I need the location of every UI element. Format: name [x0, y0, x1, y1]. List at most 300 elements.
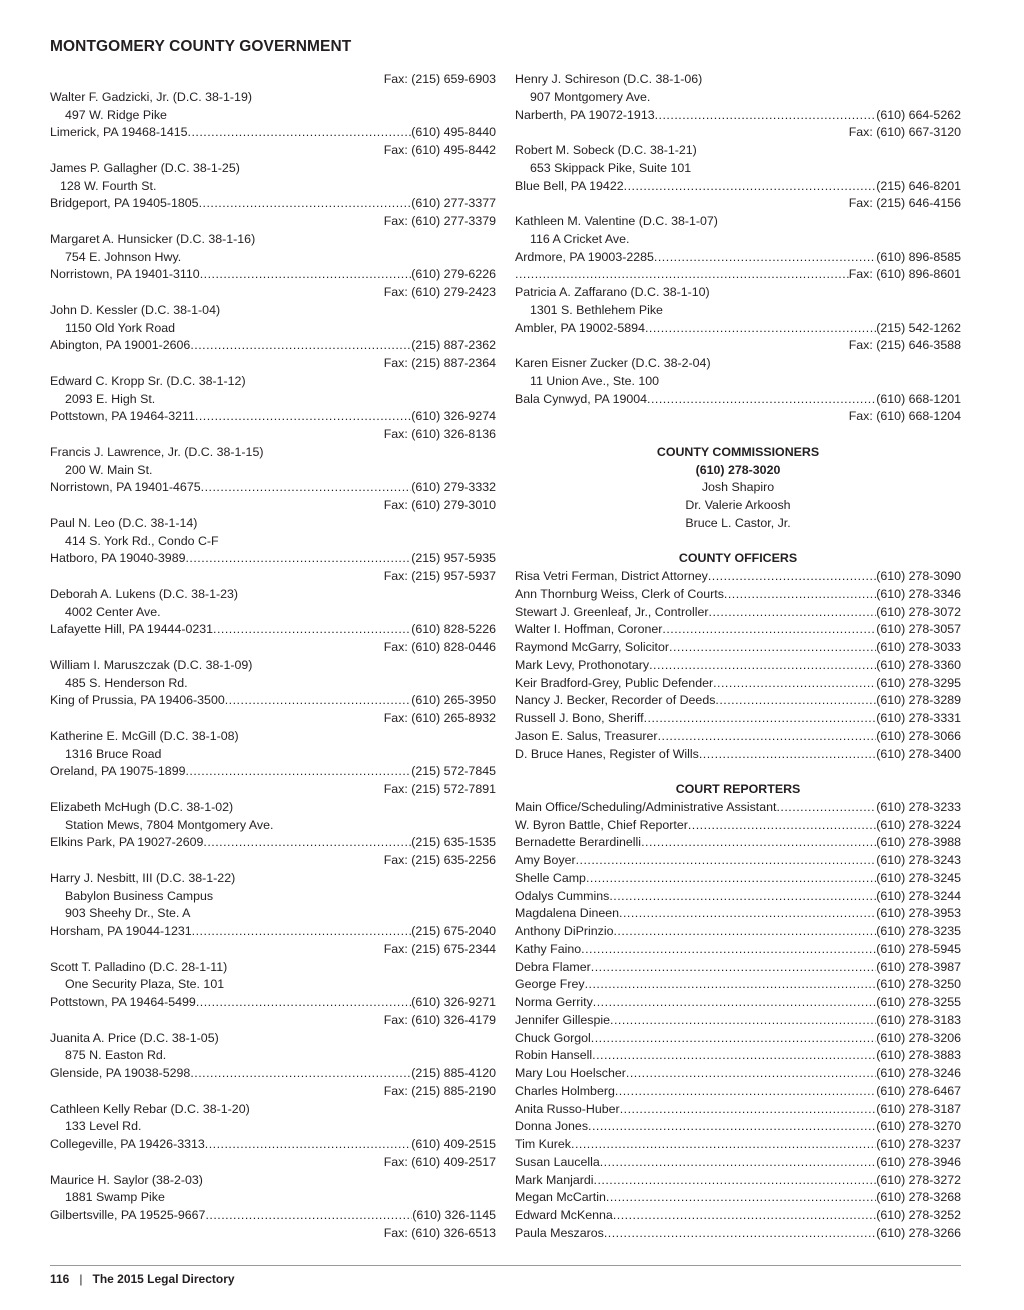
dot-leader: [592, 1047, 876, 1065]
directory-listing-row: [515, 1065, 961, 1083]
directory-listing-row: [515, 107, 961, 125]
listing-label: Kathy Faino: [515, 941, 582, 956]
listing-address: 875 N. Easton Rd.: [65, 1048, 167, 1063]
phone-number: (610) 278-3090: [876, 569, 961, 583]
listing-address: Babylon Business Campus: [65, 888, 214, 903]
phone-number: (610) 278-3252: [876, 1208, 961, 1222]
directory-listing-row: [50, 479, 496, 497]
phone-number: (610) 278-3233: [876, 799, 961, 814]
directory-listing-row: [515, 266, 961, 284]
directory-listing-row: [50, 1207, 496, 1225]
dot-leader: [593, 994, 876, 1012]
listing-label: Susan Laucella: [515, 1154, 600, 1169]
dot-leader: [200, 266, 412, 284]
right-column: [515, 71, 961, 1243]
dot-leader: [185, 763, 411, 781]
dot-leader: [615, 1083, 876, 1101]
fax-number: Fax: (610) 279-3010: [383, 498, 496, 512]
directory-listing-row: [515, 586, 961, 604]
dot-leader: [609, 888, 876, 906]
dot-leader: [644, 710, 877, 728]
left-column: [50, 71, 496, 1243]
listing-label: Abington, PA 19001-2606: [50, 338, 191, 353]
phone-number: (610) 278-6467: [876, 1083, 961, 1098]
phone-number: (610) 278-3187: [876, 1101, 961, 1116]
listing-label: Risa Vetri Ferman, District Attorney: [515, 569, 708, 583]
phone-number: (610) 265-3950: [411, 693, 496, 708]
directory-listing-row: [515, 1225, 961, 1243]
dot-leader: [613, 1207, 876, 1225]
dot-leader: [613, 923, 876, 941]
phone-number: (610) 278-3066: [876, 728, 961, 743]
directory-listing-row: [515, 639, 961, 657]
dot-leader: [203, 834, 411, 852]
dot-leader: [196, 994, 411, 1012]
directory-listing-row: [50, 834, 496, 852]
phone-number: (610) 278-3243: [876, 853, 961, 867]
listing-label: D. Bruce Hanes, Register of Wills: [515, 746, 699, 761]
listing-label: Oreland, PA 19075-1899: [50, 764, 186, 779]
listing-address: One Security Plaza, Ste. 101: [65, 977, 225, 992]
phone-number: (610) 278-3270: [876, 1119, 961, 1134]
phone-number: (610) 828-5226: [411, 622, 496, 637]
listing-address: 414 S. York Rd., Condo C-F: [65, 533, 219, 548]
phone-number: (215) 646-8201: [876, 178, 961, 193]
phone-number: (610) 278-3206: [876, 1030, 961, 1045]
fax-number: Fax: (610) 326-8136: [383, 427, 496, 441]
section-spacer: [515, 426, 961, 444]
listing-label: King of Prussia, PA 19406-3500: [50, 693, 225, 708]
commissioner-name: Josh Shapiro: [701, 480, 775, 495]
listing-label: Stewart J. Greenleaf, Jr., Controller: [515, 604, 709, 619]
listing-name: James P. Gallagher (D.C. 38-1-25): [50, 160, 240, 175]
dot-leader: [581, 941, 876, 959]
footer-divider: [50, 1265, 961, 1266]
phone-number: (610) 278-3250: [876, 977, 961, 992]
dot-leader: [586, 870, 876, 888]
listing-address: 133 Level Rd.: [65, 1119, 142, 1134]
section-heading: COURT REPORTERS: [675, 782, 801, 796]
dot-leader: [699, 746, 876, 764]
phone-number: (610) 278-3360: [876, 657, 961, 672]
listing-label: Chuck Gorgol: [515, 1030, 591, 1045]
directory-listing-row: [50, 1136, 496, 1154]
directory-listing-row: [515, 834, 961, 852]
dot-leader: [594, 1172, 877, 1190]
listing-label: Magdalena Dineen: [515, 906, 620, 921]
directory-listing-row: [515, 728, 961, 746]
phone-number: (215) 572-7845: [411, 764, 496, 779]
dot-leader: [201, 479, 412, 497]
phone-number: (610) 278-3033: [876, 640, 961, 654]
dot-leader: [205, 1136, 412, 1154]
directory-listing-row: [515, 178, 961, 196]
phone-number: (610) 278-3237: [876, 1137, 961, 1151]
section-spacer: [515, 533, 961, 551]
directory-listing-row: [515, 746, 961, 764]
directory-listing-row: [515, 1083, 961, 1101]
dot-leader: [576, 852, 877, 870]
listing-address: 128 W. Fourth St.: [60, 178, 157, 193]
phone-number: (610) 278-3346: [876, 586, 961, 601]
page-number: 116: [50, 1272, 70, 1286]
dot-leader: [654, 249, 876, 267]
section-spacer: [515, 763, 961, 781]
fax-number: Fax: (215) 635-2256: [383, 853, 496, 867]
directory-listing-row: [515, 391, 961, 409]
listing-label: Walter I. Hoffman, Coroner: [515, 622, 663, 637]
phone-number: (610) 326-1145: [412, 1208, 496, 1222]
fax-number: Fax: (215) 572-7891: [383, 782, 496, 796]
listing-address: 1301 S. Bethlehem Pike: [530, 302, 663, 317]
fax-number: Fax: (610) 326-6513: [383, 1225, 496, 1240]
dot-leader: [515, 266, 849, 284]
listing-label: Gilbertsville, PA 19525-9667: [50, 1208, 206, 1222]
listing-label: Jason E. Salus, Treasurer: [515, 728, 658, 743]
directory-listing-row: [515, 1118, 961, 1136]
dot-leader: [185, 550, 411, 568]
listing-label: W. Byron Battle, Chief Reporter: [515, 817, 688, 832]
listing-label: George Frey: [515, 977, 585, 992]
listing-label: Main Office/Scheduling/Administrative Assistant: [515, 799, 777, 814]
directory-listing-row: [515, 1172, 961, 1190]
listing-label: Bernadette Berardinelli: [515, 835, 642, 850]
listing-address: 754 E. Johnson Hwy.: [65, 249, 182, 264]
dot-leader: [713, 675, 876, 693]
listing-name: Maurice H. Saylor (38-2-03): [50, 1172, 203, 1187]
publication-title: The 2015 Legal Directory: [92, 1272, 235, 1286]
directory-listing-row: [515, 905, 961, 923]
page-footer: [50, 1272, 235, 1286]
phone-number: (610) 278-3183: [876, 1012, 961, 1027]
phone-number: (215) 957-5935: [411, 551, 496, 566]
dot-leader: [205, 1207, 412, 1225]
listing-label: Hatboro, PA 19040-3989: [50, 551, 186, 566]
phone-number: (610) 278-3245: [876, 870, 961, 885]
dot-leader: [688, 817, 876, 835]
phone-number: (610) 278-3987: [876, 959, 961, 974]
directory-listing-row: [515, 1189, 961, 1207]
directory-listing-row: [50, 408, 496, 426]
phone-number: (215) 542-1262: [876, 320, 961, 335]
listing-label: Collegeville, PA 19426-3313: [50, 1137, 205, 1151]
listing-label: Norristown, PA 19401-4675: [50, 480, 201, 495]
dot-leader: [588, 1118, 876, 1136]
dot-leader: [585, 976, 877, 994]
dot-leader: [619, 905, 876, 923]
fax-number: Fax: (610) 326-4179: [383, 1012, 496, 1027]
listing-address: Station Mews, 7804 Montgomery Ave.: [65, 817, 274, 832]
listing-label: Mark Manjardi: [515, 1172, 594, 1187]
directory-listing-row: [50, 923, 496, 941]
listing-name: Elizabeth McHugh (D.C. 38-1-02): [50, 799, 234, 814]
dot-leader: [708, 568, 876, 586]
listing-address: 11 Union Ave., Ste. 100: [530, 373, 660, 388]
directory-listing-row: [515, 710, 961, 728]
phone-number: (610) 326-9271: [411, 995, 496, 1009]
directory-listing-row: [515, 870, 961, 888]
page-title: MONTGOMERY COUNTY GOVERNMENT: [50, 38, 352, 55]
commissioner-name: Dr. Valerie Arkoosh: [685, 498, 791, 512]
dot-leader: [647, 391, 876, 409]
directory-listing-row: [515, 799, 961, 817]
listing-address: 1150 Old York Road: [65, 320, 175, 335]
fax-number: Fax: (215) 885-2190: [383, 1083, 496, 1098]
directory-listing-row: [515, 817, 961, 835]
listing-name: William I. Maruszczak (D.C. 38-1-09): [50, 657, 253, 672]
directory-listing-row: [50, 994, 496, 1012]
fax-number: Fax: (215) 646-3588: [848, 338, 961, 353]
fax-number: Fax: (215) 646-4156: [848, 196, 961, 211]
phone-number: (610) 278-3289: [876, 693, 961, 708]
listing-address: 2093 E. High St.: [65, 391, 156, 406]
listing-label: Charles Holmberg: [515, 1083, 615, 1098]
directory-listing-row: [50, 621, 496, 639]
listing-name: Scott T. Palladino (D.C. 28-1-11): [50, 959, 228, 974]
listing-label: Norristown, PA 19401-3110: [50, 267, 200, 282]
listing-name: Patricia A. Zaffarano (D.C. 38-1-10): [515, 285, 710, 299]
listing-label: Anthony DiPrinzio: [515, 924, 614, 938]
listing-label: Raymond McGarry, Solicitor: [515, 640, 669, 654]
directory-listing-row: [515, 621, 961, 639]
dot-leader: [658, 728, 877, 746]
listing-label: Shelle Camp: [515, 870, 586, 885]
phone-number: (610) 278-3244: [876, 888, 961, 903]
directory-listing-row: [515, 320, 961, 338]
dot-leader: [669, 639, 876, 657]
dot-leader: [641, 834, 876, 852]
phone-number: (610) 278-3057: [876, 622, 961, 637]
listing-label: Mark Levy, Prothonotary: [515, 657, 650, 672]
fax-number: Fax: (610) 409-2517: [383, 1154, 496, 1169]
dot-leader: [645, 320, 876, 338]
directory-listing-row: [515, 249, 961, 267]
directory-listing-row: [515, 959, 961, 977]
dot-leader: [591, 959, 877, 977]
listing-name: Paul N. Leo (D.C. 38-1-14): [50, 515, 198, 530]
dot-leader: [776, 799, 876, 817]
listing-label: Edward McKenna: [515, 1208, 613, 1222]
phone-number: (610) 278-3272: [876, 1172, 961, 1187]
directory-listing-row: [515, 976, 961, 994]
dot-leader: [724, 586, 876, 604]
listing-address: 907 Montgomery Ave.: [530, 89, 651, 104]
listing-label: Odalys Cummins: [515, 888, 610, 903]
phone-number: (610) 278-3400: [876, 746, 961, 761]
listing-name: Harry J. Nesbitt, III (D.C. 38-1-22): [50, 870, 236, 885]
listing-label: Robin Hansell: [515, 1048, 593, 1063]
listing-address: 1316 Bruce Road: [65, 746, 162, 761]
directory-listing-row: [515, 852, 961, 870]
phone-number: (610) 277-3377: [411, 196, 496, 211]
phone-number: (610) 278-3988: [876, 835, 961, 850]
directory-listing-row: [515, 604, 961, 622]
dot-leader: [190, 337, 411, 355]
dot-leader: [225, 692, 412, 710]
phone-number: (610) 278-3255: [876, 995, 961, 1009]
listing-address: 4002 Center Ave.: [65, 604, 161, 619]
directory-listing-row: [515, 657, 961, 675]
listing-label: Megan McCartin: [515, 1190, 606, 1205]
listing-label: Elkins Park, PA 19027-2609: [50, 835, 204, 850]
listing-address: 116 A Cricket Ave.: [530, 231, 630, 246]
listing-name: Henry J. Schireson (D.C. 38-1-06): [515, 72, 703, 86]
phone-number: (610) 278-3953: [876, 906, 961, 921]
listing-name: Cathleen Kelly Rebar (D.C. 38-1-20): [50, 1101, 250, 1116]
listing-name: Edward C. Kropp Sr. (D.C. 38-1-12): [50, 373, 246, 388]
listing-label: Norma Gerrity: [515, 995, 593, 1009]
fax-number: Fax: (610) 667-3120: [848, 125, 961, 140]
listing-label: Jennifer Gillespie: [515, 1012, 611, 1027]
phone-number: (215) 635-1535: [411, 835, 496, 850]
phone-number: (610) 495-8440: [411, 125, 496, 140]
phone-number: Fax: (610) 896-8601: [848, 267, 961, 282]
phone-number: (610) 278-3246: [876, 1066, 961, 1080]
listing-label: Narberth, PA 19072-1913: [515, 107, 655, 122]
fax-number: Fax: (215) 957-5937: [383, 569, 496, 583]
listing-label: Russell J. Bono, Sheriff: [515, 711, 644, 725]
directory-listing-row: [515, 1207, 961, 1225]
dot-leader: [195, 408, 411, 426]
dot-leader: [626, 1065, 876, 1083]
fax-number: Fax: (215) 659-6903: [383, 72, 496, 86]
phone-number: (610) 278-3295: [876, 675, 961, 690]
directory-listing-row: [50, 266, 496, 284]
dot-leader: [591, 1030, 877, 1048]
fax-number: Fax: (610) 668-1204: [848, 409, 961, 424]
dot-leader: [662, 621, 876, 639]
directory-listing-row: [50, 124, 496, 142]
directory-listing-row: [50, 692, 496, 710]
phone-number: (610) 668-1201: [876, 391, 961, 406]
dot-leader: [571, 1136, 876, 1154]
dot-leader: [610, 1012, 876, 1030]
dot-leader: [600, 1154, 877, 1172]
directory-listing-row: [515, 692, 961, 710]
section-heading: COUNTY COMMISSIONERS: [656, 444, 820, 459]
listing-name: Katherine E. McGill (D.C. 38-1-08): [50, 728, 239, 743]
listing-label: Glenside, PA 19038-5298: [50, 1066, 191, 1080]
listing-label: Pottstown, PA 19464-5499: [50, 995, 196, 1009]
phone-number: (610) 279-3332: [411, 480, 496, 495]
listing-label: Anita Russo-Huber: [515, 1101, 620, 1116]
dot-leader: [606, 1189, 876, 1207]
listing-label: Blue Bell, PA 19422: [515, 178, 624, 193]
phone-number: (610) 278-3331: [876, 711, 961, 725]
listing-label: Pottstown, PA 19464-3211: [50, 409, 195, 424]
fax-number: Fax: (215) 675-2344: [383, 941, 496, 956]
listing-label: Bala Cynwyd, PA 19004: [515, 391, 648, 406]
directory-listing-row: [515, 888, 961, 906]
listing-label: Mary Lou Hoelscher: [515, 1066, 626, 1080]
phone-number: (610) 278-5945: [876, 941, 961, 956]
phone-number: (215) 675-2040: [411, 924, 496, 938]
phone-number: (215) 885-4120: [411, 1066, 496, 1080]
listing-label: Nancy J. Becker, Recorder of Deeds: [515, 693, 716, 708]
dot-leader: [199, 195, 412, 213]
directory-listing-row: [515, 568, 961, 586]
directory-listing-row: [515, 941, 961, 959]
dot-leader: [709, 604, 877, 622]
commissioner-name: Bruce L. Castor, Jr.: [685, 515, 791, 530]
directory-listing-row: [515, 1012, 961, 1030]
phone-number: (610) 278-3072: [876, 604, 961, 619]
phone-number: (610) 278-3268: [876, 1190, 961, 1205]
listing-label: Tim Kurek: [515, 1137, 571, 1151]
listing-name: Walter F. Gadzicki, Jr. (D.C. 38-1-19): [50, 89, 252, 104]
phone-number: (610) 278-3946: [876, 1154, 961, 1169]
listing-label: Ann Thornburg Weiss, Clerk of Courts: [515, 586, 724, 601]
listing-address: 497 W. Ridge Pike: [65, 107, 167, 122]
listing-label: Debra Flamer: [515, 959, 591, 974]
listing-label: Ambler, PA 19002-5894: [515, 320, 645, 335]
listing-label: Horsham, PA 19044-1231: [50, 924, 192, 938]
directory-listing-row: [50, 195, 496, 213]
listing-label: Ardmore, PA 19003-2285: [515, 249, 654, 264]
phone-number: (610) 278-3235: [876, 924, 961, 938]
dot-leader: [715, 692, 876, 710]
listing-label: Keir Bradford-Grey, Public Defender: [515, 675, 714, 690]
listing-name: Robert M. Sobeck (D.C. 38-1-21): [515, 143, 697, 157]
phone-number: (610) 326-9274: [411, 409, 496, 424]
listing-address: 903 Sheehy Dr., Ste. A: [65, 906, 191, 921]
dot-leader: [604, 1225, 876, 1243]
listing-address: 1881 Swamp Pike: [65, 1190, 165, 1205]
directory-listing-row: [515, 1101, 961, 1119]
dot-leader: [192, 923, 412, 941]
phone-number: (610) 409-2515: [411, 1137, 496, 1151]
phone-number: (610) 279-6226: [411, 267, 496, 282]
fax-number: Fax: (610) 828-0446: [383, 640, 496, 654]
listing-label: Bridgeport, PA 19405-1805: [50, 196, 199, 211]
dot-leader: [188, 124, 412, 142]
fax-number: Fax: (610) 495-8442: [383, 143, 496, 157]
phone-number: (610) 278-3224: [876, 817, 961, 832]
directory-listing-row: [50, 763, 496, 781]
dot-leader: [213, 621, 411, 639]
listing-name: Karen Eisner Zucker (D.C. 38-2-04): [515, 356, 711, 370]
listing-name: Kathleen M. Valentine (D.C. 38-1-07): [515, 214, 718, 228]
footer-separator: |: [79, 1272, 83, 1286]
listing-label: Limerick, PA 19468-1415: [50, 125, 188, 140]
directory-listing-row: [515, 1030, 961, 1048]
phone-number: (215) 887-2362: [411, 338, 496, 353]
directory-listing-row: [515, 1154, 961, 1172]
directory-listing-row: [515, 923, 961, 941]
section-heading: COUNTY OFFICERS: [678, 551, 798, 566]
listing-label: Lafayette Hill, PA 19444-0231: [50, 622, 214, 637]
listing-label: Paula Meszaros: [515, 1225, 604, 1240]
dot-leader: [190, 1065, 411, 1083]
phone-number: (610) 278-3266: [876, 1225, 961, 1240]
directory-listing-row: [50, 337, 496, 355]
listing-name: Margaret A. Hunsicker (D.C. 38-1-16): [50, 231, 256, 246]
section-heading: (610) 278-3020: [695, 462, 781, 477]
dot-leader: [620, 1101, 877, 1119]
listing-name: Deborah A. Lukens (D.C. 38-1-23): [50, 586, 239, 601]
listing-name: Juanita A. Price (D.C. 38-1-05): [50, 1030, 219, 1045]
phone-number: (610) 896-8585: [876, 249, 961, 264]
dot-leader: [655, 107, 877, 125]
listing-address: 653 Skippack Pike, Suite 101: [530, 160, 692, 175]
fax-number: Fax: (215) 887-2364: [383, 356, 496, 370]
dot-leader: [624, 178, 877, 196]
directory-listing-row: [515, 994, 961, 1012]
listing-address: 485 S. Henderson Rd.: [65, 675, 188, 690]
phone-number: (610) 278-3883: [876, 1048, 961, 1063]
directory-listing-row: [50, 550, 496, 568]
phone-number: (610) 664-5262: [876, 107, 961, 122]
